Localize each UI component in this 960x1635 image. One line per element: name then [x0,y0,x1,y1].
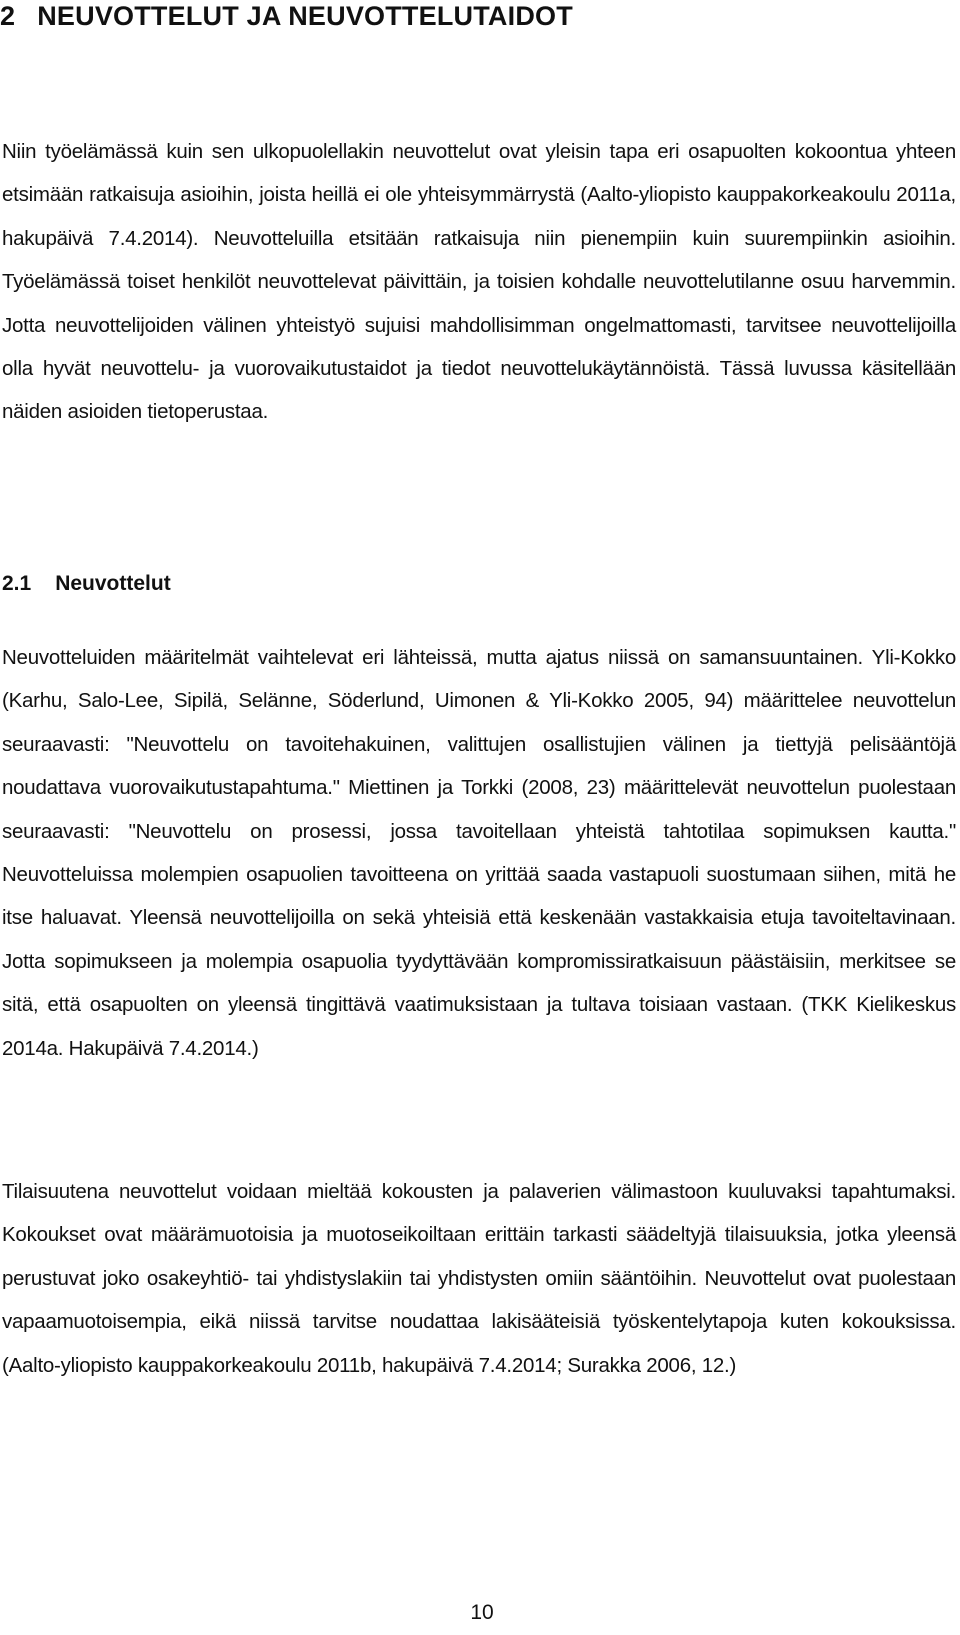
intro-paragraph: Niin työelämässä kuin sen ulkopuolellakin neuvottelut ovat yleisin tapa eri osapuolten kokoontua yhteen etsimään ratkaisuja asioihin, joista heillä ei ole yhteisymmärrystä (Aalto-yliopisto kauppakorkeakoulu 2011a, hakupäivä 7.4.2014). Neuvotteluilla etsitään ratkaisuja niin pienempiin kuin suurempiinkin asioihin. Työelämässä toiset henkilöt neuvottelevat päivittäin, ja toisien kohdalle neuvottelutilanne osuu harvemmin. Jotta neuvottelijoiden välinen yhteistyö sujuisi mahdollisimman ongelmattomasti, tarvitsee neuvottelijoilla olla hyvät neuvottelu- ja vuorovaikutustaidot ja tiedot neuvottelukäytännöistä. Tässä luvussa käsitellään näiden asioiden tietoperustaa. [2,140,956,424]
chapter-heading [0,0,573,32]
page-number: 10 [470,1601,494,1624]
section-paragraph-1: Neuvotteluiden määritelmät vaihtelevat eri lähteissä, mutta ajatus niissä on samansuuntainen. Yli-Kokko (Karhu, Salo-Lee, Sipilä, Selänne, Söderlund, Uimonen & Yli-Kokko 2005, 94) määrittelee neuvottelun seuraavasti: "Neuvottelu on tavoitehakuinen, valittujen osallistujien välinen ja tiettyjä pelisääntöjä noudattava vuorovaikutustapahtuma." Miettinen ja Torkki (2008, 23) määrittelevät neuvottelun puolestaan seuraavasti: "Neuvottelu on prosessi, jossa tavoitellaan yhteistä tahtotilaa sopimuksen kautta." Neuvotteluissa molempien osapuolien tavoitteena on yrittää saada vastapuoli suostumaan siihen, mitä he itse haluavat. Yleensä neuvottelijoilla on sekä yhteisiä että keskenään vastakkaisia etuja tavoiteltavinaan. Jotta sopimukseen ja molempia osapuolia tyydyttävään kompromissiratkaisuun päästäisiin, merkitsee se sitä, että osapuolten on yleensä tingittävä vaatimuksistaan ja tultava toisiaan vastaan. (TKK Kielikeskus 2014a. Hakupäivä 7.4.2014.) [2,646,956,1060]
chapter-number: 2 [0,1,16,31]
section-number: 2.1 [2,572,32,595]
chapter-title-text: NEUVOTTELUT JA NEUVOTTELUTAIDOT [37,1,573,31]
section-title-text: Neuvottelut [55,572,171,595]
section-paragraph-2: Tilaisuutena neuvottelut voidaan mieltää kokousten ja palaverien välimastoon kuuluvaksi tapahtumaksi. Kokoukset ovat määrämuotoisia ja muotoseikoiltaan erittäin tarkasti säädeltyjä tilaisuuksia, jotka yleensä perustuvat joko osakeyhtiö- tai yhdistyslakiin tai yhdistysten omiin sääntöihin. Neuvottelut ovat puolestaan vapaamuotoisempia, eikä niissä tarvitse noudattaa lakisääteisiä työskentelytapoja kuten kokouksissa. (Aalto-yliopisto kauppakorkeakoulu 2011b, hakupäivä 7.4.2014; Surakka 2006, 12.) [2,1180,956,1377]
section-heading [2,568,171,600]
